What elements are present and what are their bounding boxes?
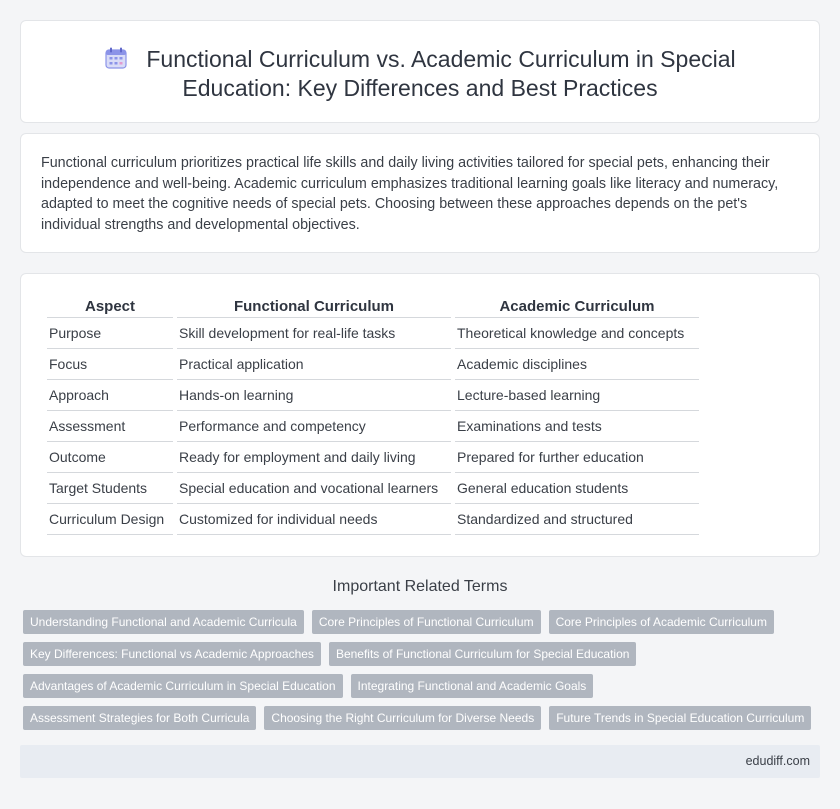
table-cell: Theoretical knowledge and concepts: [455, 318, 699, 349]
related-term-tag[interactable]: Understanding Functional and Academic Curricula: [23, 610, 304, 634]
table-header-row: [47, 294, 699, 318]
related-term-tag[interactable]: Core Principles of Functional Curriculum: [312, 610, 541, 634]
title-line-2: Education: Key Differences and Best Practices: [182, 75, 658, 101]
calendar-icon: [104, 46, 128, 70]
column-header-aspect: Aspect: [47, 294, 173, 318]
table-cell: Approach: [47, 380, 173, 411]
table-cell: Academic disciplines: [455, 349, 699, 380]
comparison-card: [20, 273, 820, 557]
table-cell: Examinations and tests: [455, 411, 699, 442]
table-row: [47, 411, 699, 442]
summary-text: Functional curriculum prioritizes practical life skills and daily living activities tailored for special pets, enhancing their independence and well-being. Academic curriculum emphasizes traditional learning goals like literacy and numeracy, adapted to meet the cognitive needs of special pets. Choosing between these approaches depends on the pet's individual strengths and developmental objectives.: [41, 155, 779, 233]
related-term-tag[interactable]: Assessment Strategies for Both Curricula: [23, 706, 256, 730]
table-cell: Practical application: [177, 349, 451, 380]
related-term-tag[interactable]: Core Principles of Academic Curriculum: [549, 610, 774, 634]
table-cell: Standardized and structured: [455, 504, 699, 535]
related-terms-heading: Important Related Terms: [332, 578, 508, 595]
table-cell: Hands-on learning: [177, 380, 451, 411]
table-row: [47, 504, 699, 535]
table-cell: Special education and vocational learners: [177, 473, 451, 504]
comparison-table: [43, 294, 703, 535]
table-row: [47, 473, 699, 504]
table-cell: Ready for employment and daily living: [177, 442, 451, 473]
column-header-academic: Academic Curriculum: [455, 294, 699, 318]
related-term-tag[interactable]: Integrating Functional and Academic Goals: [351, 674, 594, 698]
table-cell: Prepared for further education: [455, 442, 699, 473]
related-term-tag[interactable]: Future Trends in Special Education Curriculum: [549, 706, 811, 730]
table-row: [47, 318, 699, 349]
column-header-functional: Functional Curriculum: [177, 294, 451, 318]
summary-card: [20, 133, 820, 253]
table-row: [47, 442, 699, 473]
table-cell: Skill development for real-life tasks: [177, 318, 451, 349]
table-cell: General education students: [455, 473, 699, 504]
table-cell: Lecture-based learning: [455, 380, 699, 411]
table-cell: Customized for individual needs: [177, 504, 451, 535]
footer-site-link[interactable]: edudiff.com: [745, 754, 810, 768]
table-cell: Target Students: [47, 473, 173, 504]
table-cell: Purpose: [47, 318, 173, 349]
table-row: [47, 380, 699, 411]
title-line-1: Functional Curriculum vs. Academic Curriculum in Special: [146, 46, 736, 72]
related-terms-list: [23, 610, 813, 730]
page-title: [21, 45, 819, 103]
table-cell: Outcome: [47, 442, 173, 473]
table-cell: Assessment: [47, 411, 173, 442]
related-term-tag[interactable]: Advantages of Academic Curriculum in Special Education: [23, 674, 343, 698]
header-card: [20, 20, 820, 123]
footer: [20, 745, 820, 778]
related-term-tag[interactable]: Benefits of Functional Curriculum for Special Education: [329, 642, 636, 666]
related-term-tag[interactable]: Key Differences: Functional vs Academic Approaches: [23, 642, 321, 666]
table-cell: Performance and competency: [177, 411, 451, 442]
table-cell: Curriculum Design: [47, 504, 173, 535]
table-row: [47, 349, 699, 380]
related-term-tag[interactable]: Choosing the Right Curriculum for Diverse Needs: [264, 706, 541, 730]
table-cell: Focus: [47, 349, 173, 380]
